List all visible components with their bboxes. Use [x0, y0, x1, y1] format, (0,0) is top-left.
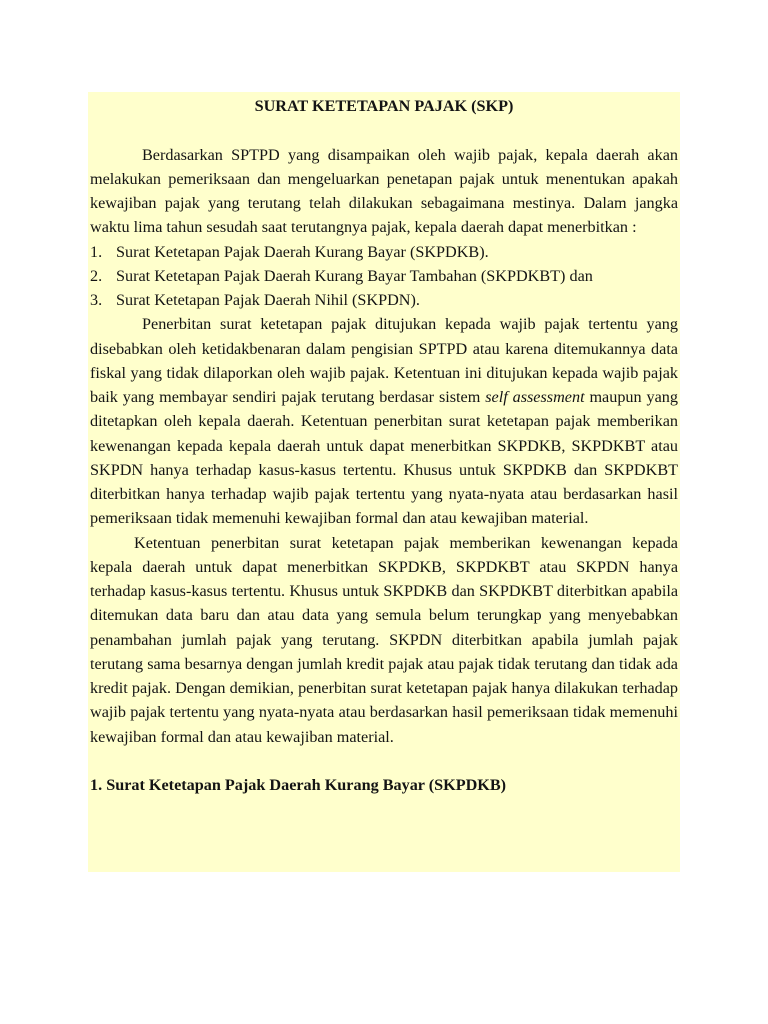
list-item-number: 1. [90, 242, 103, 261]
list-item [90, 240, 678, 264]
paragraph-penerbitan-part1: Penerbitan surat ketetapan pajak ditujukan kepada wajib pajak tertentu yang disebabkan oleh ketidakbenaran dalam pengisian SPTPD atau karena ditemukannya data fiskal yang tidak dilaporkan oleh wajib pajak. Ketentuan ini ditujukan kepada wajib pajak baik yang membayar sendiri pajak terutang berdasar sistem [90, 315, 678, 406]
blank-line [90, 749, 678, 773]
list-item-text: Surat Ketetapan Pajak Daerah Kurang Bayar (SKPDKB). [116, 242, 489, 261]
list-item [90, 288, 678, 312]
paragraph-penerbitan [90, 312, 678, 530]
section-heading-skpdkb: 1. Surat Ketetapan Pajak Daerah Kurang Bayar (SKPDKB) [90, 776, 507, 794]
list-item-text: Surat Ketetapan Pajak Daerah Kurang Bayar Tambahan (SKPDKBT) dan [116, 266, 593, 285]
paragraph-intro: Berdasarkan SPTPD yang disampaikan oleh wajib pajak, kepala daerah akan melakukan pemeriksaan dan mengeluarkan penetapan pajak untuk menentukan apakah kewajiban pajak yang terutang telah dilakukan sebagaimana mestinya. Dalam jangka waktu lima tahun sesudah saat terutangnya pajak, kepala daerah dapat menerbitkan : [90, 145, 678, 237]
blank-line [90, 118, 678, 142]
paragraph-penerbitan-part2: maupun yang ditetapkan oleh kepala daerah. Ketentuan penerbitan surat ketetapan pajak memberikan kewenangan kepada kepala daerah untuk dapat menerbitkan SKPDKB, SKPDKBT atau SKPDN hanya terhadap kasus-kasus tertentu. Khusus untuk SKPDKB dan SKPDKBT diterbitkan hanya terhadap wajib pajak tertentu yang nyata-nyata atau berdasarkan hasil pemeriksaan tidak memenuhi kewajiban formal dan atau kewajiban material. [90, 388, 678, 528]
list-item-text: Surat Ketetapan Pajak Daerah Nihil (SKPDN). [116, 291, 420, 309]
list-item-number: 3. [90, 291, 103, 309]
document-content [90, 94, 678, 797]
skp-type-list [90, 240, 678, 313]
list-item-number: 2. [90, 266, 103, 285]
list-item [90, 264, 678, 288]
paragraph-ketentuan: Ketentuan penerbitan surat ketetapan pajak memberikan kewenangan kepada kepala daerah untuk dapat menerbitkan SKPDKB, SKPDKBT atau SKPDN hanya terhadap kasus-kasus tertentu. Khusus untuk SKPDKB dan SKPDKBT diterbitkan apabila ditemukan data baru dan atau data yang semula belum terungkap yang menyebabkan penambahan jumlah pajak yang terutang. SKPDN diterbitkan apabila jumlah pajak terutang sama besarnya dengan jumlah kredit pajak atau pajak tidak terutang dan tidak ada kredit pajak. Dengan demikian, penerbitan surat ketetapan pajak hanya dilakukan terhadap wajib pajak tertentu yang nyata-nyata atau berdasarkan hasil pemeriksaan tidak memenuhi kewajiban formal dan atau kewajiban material. [90, 533, 678, 746]
document-title: SURAT KETETAPAN PAJAK (SKP) [254, 97, 514, 115]
self-assessment-term: self assessment [485, 388, 585, 406]
